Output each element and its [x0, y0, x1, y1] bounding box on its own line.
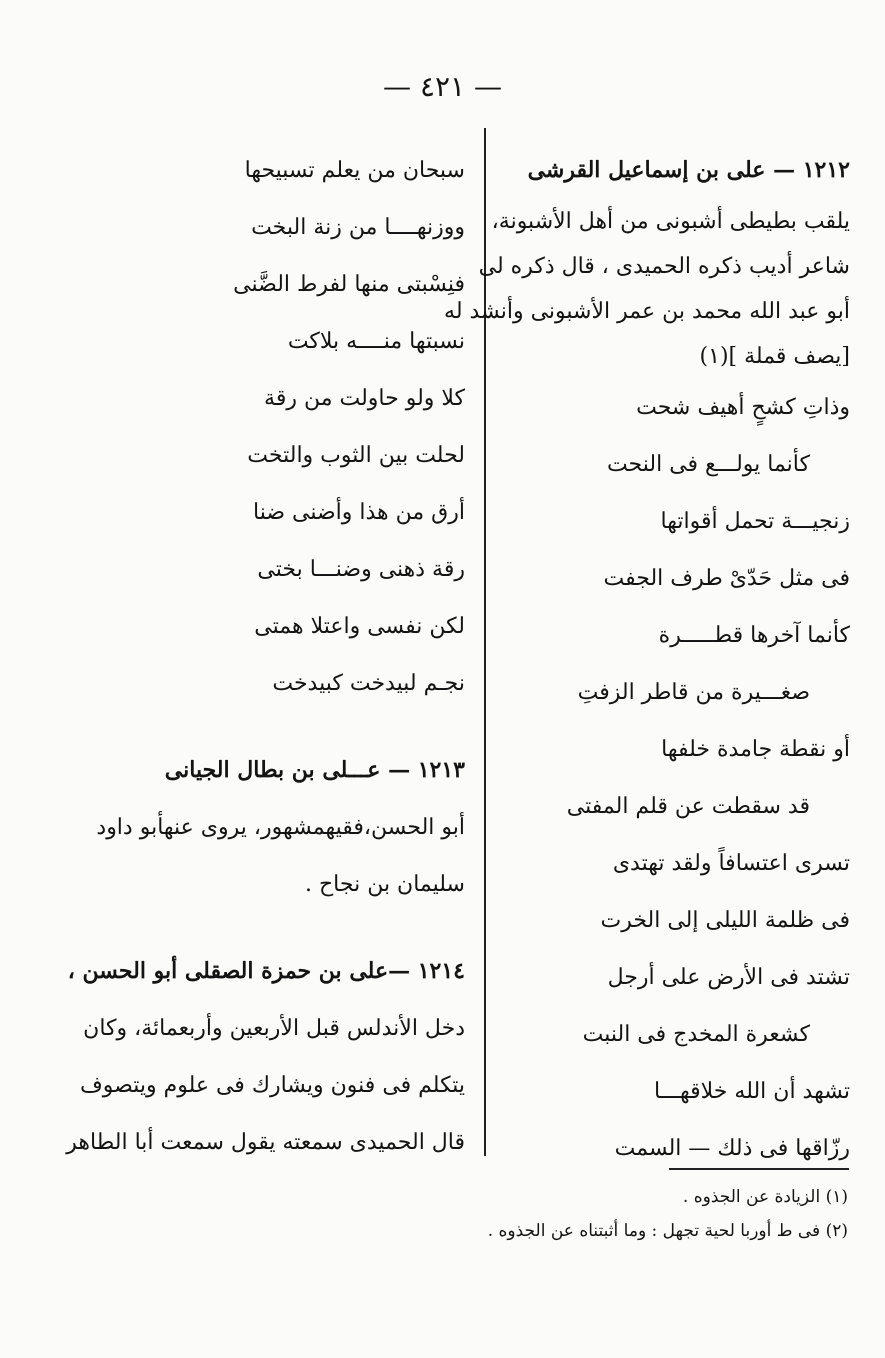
verse-line: قد سقطت عن قلم المفتى	[566, 794, 810, 819]
verse-line: زنجيـــة تحمل أقواتها	[660, 509, 850, 534]
verse-line: وذاتِ كشحٍ أهيف شحت	[636, 395, 850, 420]
left-column	[66, 142, 465, 1171]
prose-line: دخل الأندلس قبل الأربعين وأربعمائة، وكان	[83, 1016, 465, 1041]
verse-line: صغـــيرة من قاطر الزفتِ	[577, 680, 810, 705]
prose-line: أبو الحسن،فقيهمشهور، يروى عنهأبو داود	[96, 815, 465, 840]
prose-line: أبو عبد الله محمد بن عمر الأشبونى وأنشد له	[444, 299, 850, 324]
verse-line: ووزنهــــا من زنة البخت	[251, 215, 465, 240]
footnote-2: (٢) فى ط أوربا لحية تجهل : وما أثبتناه عن الجذوه .	[487, 1221, 848, 1241]
verse-line: كأنما يولـــع فى النحت	[606, 452, 810, 477]
verse-line: كأنما آخرها قطـــــرة	[658, 623, 850, 648]
footnote-rule	[669, 1168, 849, 1170]
prose-line: يلقب بطيطى أشبونى من أهل الأشبونة،	[491, 209, 850, 234]
verse-line: رقة ذهنى وضنـــا بختى	[257, 557, 465, 582]
prose-line: شاعر أديب ذكره الحميدى ، قال ذكره لى	[478, 254, 850, 279]
verse-line: فنِسْبتى منها لفرط الضَّنى	[233, 272, 465, 297]
entry-heading-1212: ١٢١٢ — على بن إسماعيل القرشى	[527, 157, 850, 183]
verse-line: سبحان من يعلم تسبيحها	[244, 158, 465, 183]
verse-line: كلا ولو حاولت من رقة	[264, 386, 465, 411]
entry-heading-1214: ١٢١٤ —على بن حمزة الصقلى أبو الحسن ،	[67, 958, 465, 984]
footnotes	[300, 1180, 848, 1248]
verse-line: أرق من هذا وأضنى ضنا	[253, 500, 465, 525]
footnote-1: (١) الزيادة عن الجذوه .	[682, 1187, 848, 1207]
prose-line: يتكلم فى فنون ويشارك فى علوم ويتصوف	[79, 1073, 465, 1098]
verse-line: فى ظلمة الليلى إلى الخرت	[600, 908, 850, 933]
verse-line: تشهد أن الله خلاقهـــا	[653, 1079, 850, 1104]
verse-line: تشتد فى الأرض على أرجل	[607, 965, 850, 990]
verse-line: رزّاقها فى ذلك — السمت	[614, 1136, 850, 1161]
right-column	[444, 142, 850, 1177]
prose-line: قال الحميدى سمعته يقول سمعت أبا الطاهر	[66, 1130, 465, 1155]
page-number: — ٤٢١ —	[383, 70, 502, 103]
verse-line: نجـم لبيدخت كبيدخت	[272, 671, 465, 696]
verse-line: فى مثل حَدّىْ طرف الجفت	[603, 566, 850, 591]
verse-line: نسبتها منــــه بلاكت	[287, 329, 465, 354]
verse-line: كشعرة المخدج فى النبت	[582, 1022, 810, 1047]
verse-line: تسرى اعتسافاً ولقد تهتدى	[612, 851, 850, 876]
verse-line: أو نقطة جامدة خلفها	[661, 737, 850, 762]
prose-line: سليمان بن نجاح .	[304, 872, 465, 897]
entry-heading-1213: ١٢١٣ — عـــلى بن بطال الجيانى	[164, 757, 465, 783]
verse-line: لحلت بين الثوب والتخت	[247, 443, 465, 468]
verse-line: لكن نفسى واعتلا همتى	[254, 614, 465, 639]
prose-line: [يصف قملة ](١)	[699, 344, 850, 369]
